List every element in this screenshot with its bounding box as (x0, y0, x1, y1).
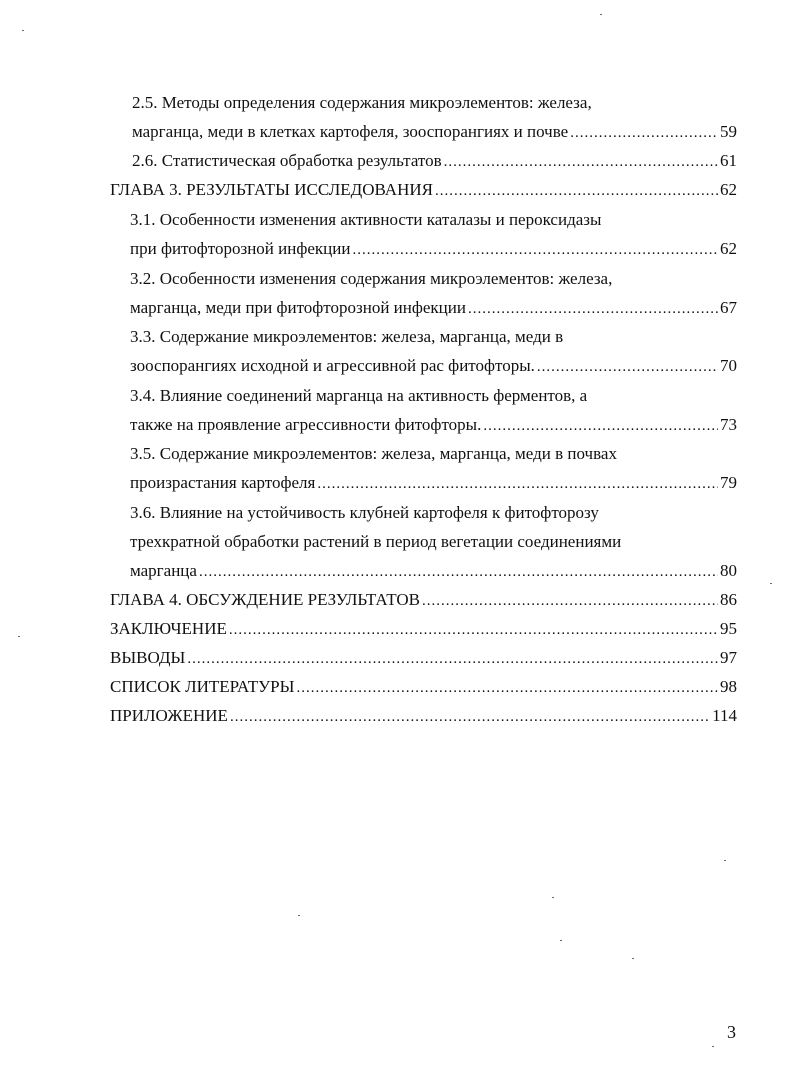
toc-chapter-title: ВЫВОДЫ (110, 648, 186, 667)
toc-page-number: 61 (720, 151, 737, 170)
scan-speck (724, 860, 726, 861)
toc-entry-last-line (110, 175, 737, 206)
dot-leader (187, 645, 718, 674)
toc-chapter-title: ГЛАВА 4. ОБСУЖДЕНИЕ РЕЗУЛЬТАТОВ (110, 590, 420, 609)
toc-entry (132, 146, 737, 177)
dot-leader (296, 674, 718, 703)
toc-entry-text: произрастания картофеля (130, 473, 316, 492)
dot-leader (435, 177, 718, 206)
toc-chapter-entry (110, 585, 737, 616)
toc-page-number: 97 (720, 648, 737, 667)
dot-leader (422, 587, 718, 616)
toc-page-number: 79 (720, 473, 737, 492)
toc-entry-last-line (132, 146, 737, 177)
toc-page-number: 86 (720, 590, 737, 609)
scan-speck (600, 14, 602, 15)
toc-entry-text: 3.4. Влияние соединений марганца на активность ферментов, а (130, 386, 588, 405)
toc-chapter-entry (110, 701, 737, 732)
toc-chapter-entry (110, 643, 737, 674)
toc-entry (132, 88, 737, 148)
dot-leader (537, 353, 718, 382)
toc-page-number: 70 (720, 356, 737, 375)
toc-entry (130, 498, 737, 587)
scan-speck (712, 1046, 714, 1047)
toc-entry-text: 3.6. Влияние на устойчивость клубней картофеля к фитофторозу (130, 503, 599, 522)
dot-leader (444, 148, 718, 177)
toc-entry-text: 3.1. Особенности изменения активности каталазы и пероксидазы (130, 210, 602, 229)
toc-entry-text: 3.5. Содержание микроэлементов: железа, марганца, меди в почвах (130, 444, 617, 463)
scan-speck (298, 915, 300, 916)
toc-entry-text: трехкратной обработки растений в период вегетации соединениями (130, 532, 622, 551)
toc-entry-text: 2.5. Методы определения содержания микроэлементов: железа, (132, 93, 592, 112)
dot-leader (483, 412, 718, 441)
toc-entry-text: марганца (130, 561, 197, 580)
toc-entry-last-line (130, 468, 737, 499)
toc-entry-last-line (130, 234, 737, 265)
toc-entry-last-line (130, 410, 737, 441)
scan-speck (560, 940, 562, 941)
toc-entry-text: марганца, меди в клетках картофеля, зооспорангиях и почве (132, 122, 569, 141)
toc-page-number: 59 (720, 122, 737, 141)
dot-leader (468, 295, 718, 324)
toc-page-number: 80 (720, 561, 737, 580)
toc-entry (130, 264, 737, 324)
toc-entry-last-line (130, 351, 737, 382)
toc-page-number: 62 (720, 180, 737, 199)
toc-entry (130, 322, 737, 382)
dot-leader (229, 616, 718, 645)
page-number: 3 (727, 1022, 736, 1042)
toc-chapter-entry (110, 672, 737, 703)
dot-leader (199, 558, 718, 587)
toc-page-number: 98 (720, 677, 737, 696)
toc-entry (130, 439, 737, 499)
toc-chapter-title: ПРИЛОЖЕНИЕ (110, 706, 228, 725)
toc-entry-last-line (132, 117, 737, 148)
toc-entry-text: при фитофторозной инфекции (130, 239, 351, 258)
scan-speck (632, 958, 634, 959)
toc-entry-text: 2.6. Статистическая обработка результатов (132, 151, 442, 170)
toc-entry-text: 3.2. Особенности изменения содержания микроэлементов: железа, (130, 269, 613, 288)
dot-leader (570, 119, 718, 148)
scan-speck (18, 636, 20, 637)
toc-entry-last-line (110, 643, 737, 674)
toc-entry-last-line (110, 614, 737, 645)
toc-chapter-entry (110, 614, 737, 645)
toc-entry-last-line (110, 585, 737, 616)
toc-page-number: 67 (720, 298, 737, 317)
toc-chapter-entry (110, 175, 737, 206)
toc-entry-last-line (130, 293, 737, 324)
dot-leader (230, 703, 710, 732)
toc-entry-last-line (130, 556, 737, 587)
dot-leader (352, 236, 718, 265)
toc-page-number: 62 (720, 239, 737, 258)
toc-entry-text: марганца, меди при фитофторозной инфекции (130, 298, 466, 317)
toc-chapter-title: ЗАКЛЮЧЕНИЕ (110, 619, 227, 638)
scan-speck (552, 897, 554, 898)
scan-speck (770, 583, 772, 584)
toc-entry-last-line (110, 701, 737, 732)
toc-entry (130, 205, 737, 265)
toc-entry-last-line (110, 672, 737, 703)
toc-entry-text: зооспорангиях исходной и агрессивной рас фитофторы. (130, 356, 535, 375)
toc-entry (130, 381, 737, 441)
toc-page-number: 95 (720, 619, 737, 638)
toc-page-number: 73 (720, 415, 737, 434)
toc-entry-text: также на проявление агрессивности фитофторы. (130, 415, 482, 434)
toc-chapter-title: ГЛАВА 3. РЕЗУЛЬТАТЫ ИССЛЕДОВАНИЯ (110, 180, 433, 199)
toc-chapter-title: СПИСОК ЛИТЕРАТУРЫ (110, 677, 295, 696)
toc-entry-text: 3.3. Содержание микроэлементов: железа, марганца, меди в (130, 327, 564, 346)
toc-page-number: 114 (712, 706, 737, 725)
dot-leader (317, 470, 718, 499)
scan-speck (22, 30, 24, 31)
